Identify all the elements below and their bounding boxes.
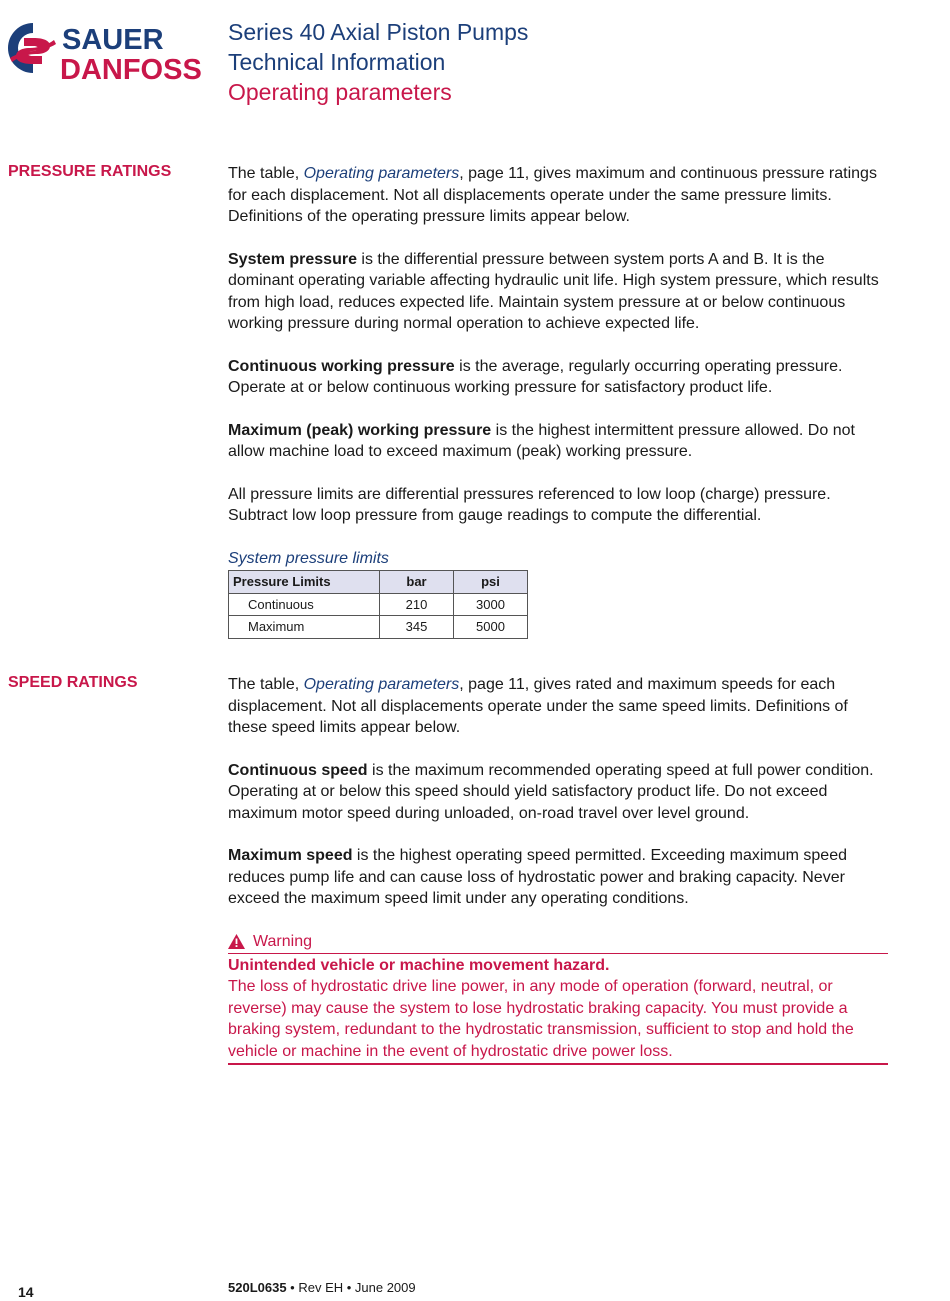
maximum-speed-definition: Maximum speed is the highest operating speed permitted. Exceeding maximum speed reduces pump life and can cause loss of hydrostatic power and braking capacity. Never exceed the maximum speed limit under any operating conditions. xyxy=(228,847,847,907)
page-number: 14 xyxy=(18,1284,34,1300)
series-title: Series 40 Axial Piston Pumps xyxy=(228,19,529,45)
continuous-pressure-definition: Continuous working pressure is the average, regularly occurring operating pressure. Operate at or below continuous working pressure for satisfactory product life. xyxy=(228,357,843,396)
pressure-ratings-title: PRESSURE RATINGS xyxy=(8,163,172,180)
table-cell: 3000 xyxy=(454,593,528,616)
table-header: bar xyxy=(380,571,454,594)
warning-text: The loss of hydrostatic drive line power, in any mode of operation (forward, neutral, or reverse) may cause the system to lose hydrostatic braking capacity. You must provide a braking system, redundant to the hydrostatic transmission, sufficient to stop and hold the vehicle or machine in the event of hydrostatic drive power loss. xyxy=(228,976,888,1065)
pressure-intro: The table, Operating parameters, page 11, gives maximum and continuous pressure ratings for each displacement. Not all displacements operate under the same pressure limits. Definitions of the operating pressure limits appear below. xyxy=(228,165,877,225)
pressure-limits-note: All pressure limits are differential pressures referenced to low loop (charge) pressure. Subtract low loop pressure from gauge readings to compute the differential. xyxy=(228,485,831,524)
table-cell: Maximum xyxy=(229,616,380,639)
table-header: Pressure Limits xyxy=(229,571,380,594)
continuous-speed-definition: Continuous speed is the maximum recommended operating speed at full power condition. Operating at or below this speed should yield satisfactory product life. Do not exceed maximum motor speed during unloaded, on-road travel over level ground. xyxy=(228,761,874,822)
table-cell: 5000 xyxy=(454,616,528,639)
table-header: psi xyxy=(454,571,528,594)
warning-header xyxy=(228,931,888,954)
warning-label: Warning xyxy=(253,932,312,950)
sauer-danfoss-logo xyxy=(6,20,211,82)
doc-type: Technical Information xyxy=(228,49,446,75)
warning-triangle-icon xyxy=(228,934,245,949)
operating-parameters-link[interactable]: Operating parameters xyxy=(303,676,460,693)
svg-text:SAUER: SAUER xyxy=(62,24,164,56)
speed-intro: The table, Operating parameters, page 11, gives rated and maximum speeds for each displacement. Not all displacements operate under the same speed limits. Definitions of these speed limits appear below. xyxy=(228,676,848,736)
document-footer xyxy=(228,1280,416,1295)
operating-parameters-link[interactable]: Operating parameters xyxy=(303,165,460,182)
warning-box xyxy=(228,931,888,1066)
system-pressure-definition: System pressure is the differential pressure between system ports A and B. It is the dominant operating variable affecting hydraulic unit life. High system pressure, which results from high load, reduces expected life. Maintain system pressure at or below continuous working pressure during normal operation to achieve expected life. xyxy=(228,250,879,332)
svg-text:DANFOSS: DANFOSS xyxy=(60,54,202,82)
speed-ratings-title: SPEED RATINGS xyxy=(8,674,138,691)
section-heading: Operating parameters xyxy=(228,79,452,105)
maximum-pressure-definition: Maximum (peak) working pressure is the highest intermittent pressure allowed. Do not allow machine load to exceed maximum (peak) working pressure. xyxy=(228,421,855,460)
warning-title: Unintended vehicle or machine movement hazard. xyxy=(228,956,610,974)
doc-number: 520L0635 xyxy=(228,1280,287,1295)
document-header xyxy=(228,17,528,107)
pressure-ratings-body xyxy=(228,163,888,639)
table-cell: 210 xyxy=(380,593,454,616)
table-caption: System pressure limits xyxy=(228,549,389,567)
table-header-row xyxy=(229,571,528,594)
revision-info: • Rev EH • June 2009 xyxy=(286,1280,416,1295)
table-row xyxy=(229,616,528,639)
table-cell: 345 xyxy=(380,616,454,639)
system-pressure-limits-table xyxy=(228,570,528,639)
speed-ratings-body xyxy=(228,674,888,1065)
table-cell: Continuous xyxy=(229,593,380,616)
table-row xyxy=(229,593,528,616)
